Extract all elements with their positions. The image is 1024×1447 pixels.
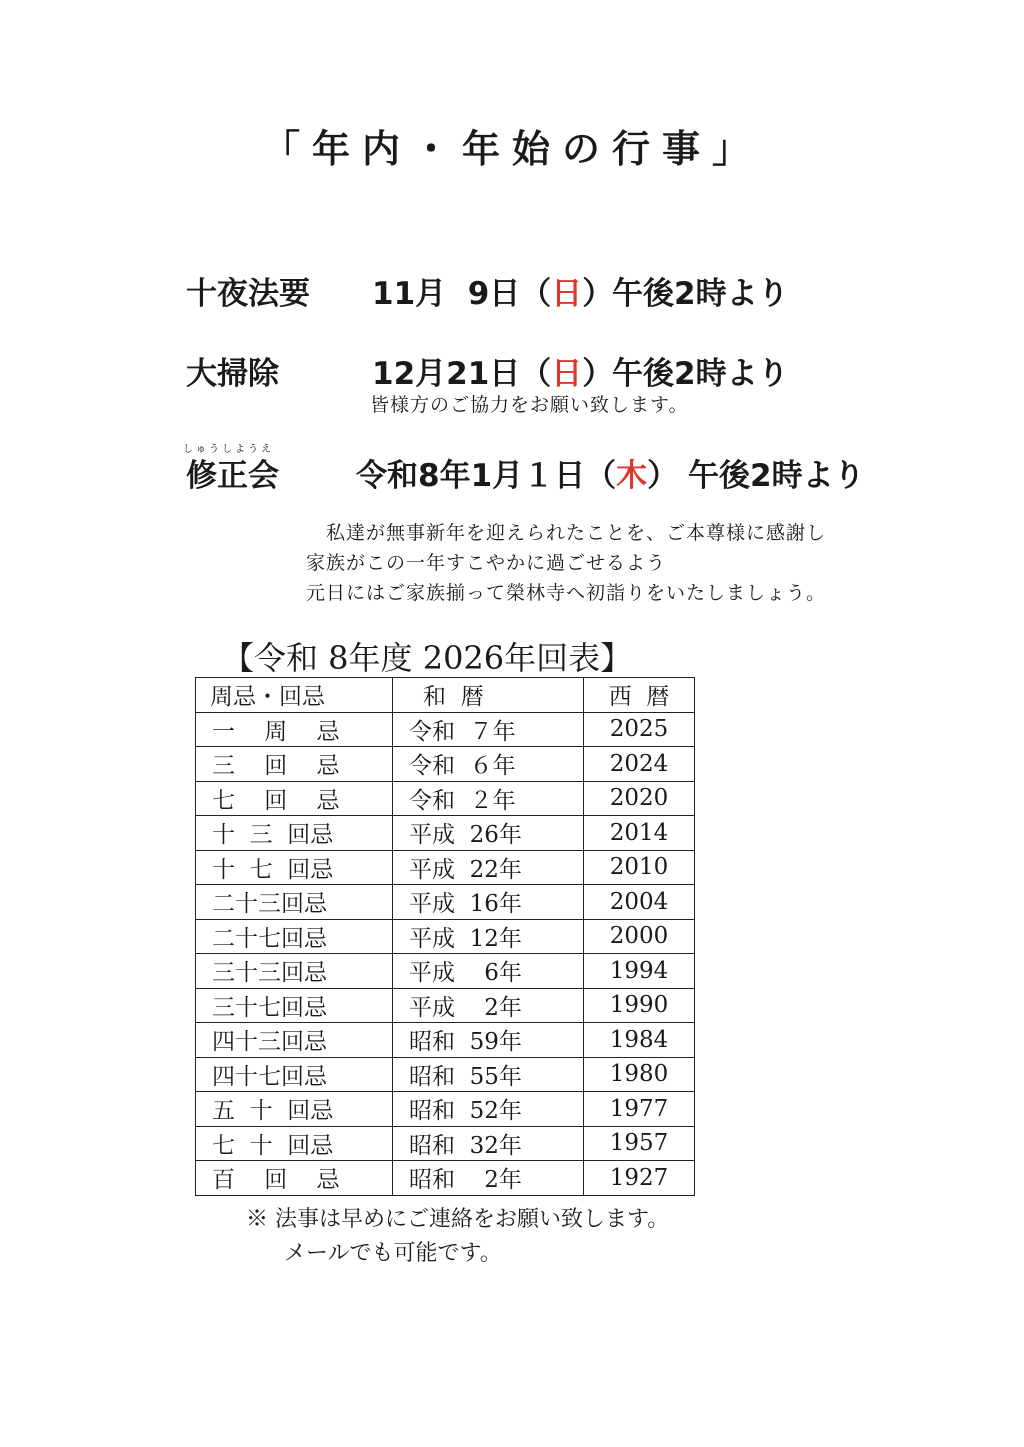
table-row — [196, 850, 695, 885]
event-date: 12月21日（日） — [372, 356, 614, 392]
cell-seireki: 1977 — [584, 1092, 695, 1127]
table-row — [196, 1092, 695, 1127]
cell-seireki: 2014 — [584, 816, 695, 851]
message-line-3: 元日にはご家族揃って榮林寺へ初詣りをいたしましょう。 — [306, 582, 827, 604]
cell-wareki: 平成 22年 — [393, 850, 584, 885]
table-row — [196, 988, 695, 1023]
cell-wareki: 平成 12年 — [393, 919, 584, 954]
event-time: 午後2時より — [612, 356, 789, 392]
cell-wareki: 令和 ２年 — [393, 781, 584, 816]
cell-seireki: 2024 — [584, 747, 695, 782]
footnote-line-2: メールでも可能です。 — [284, 1241, 502, 1266]
event-label: 大掃除 — [186, 356, 279, 392]
cell-kaiki: 二十七回忌 — [196, 919, 393, 954]
cell-kaiki: 三 回 忌 — [196, 747, 393, 782]
event-time: 午後2時より — [612, 276, 789, 312]
event-note: 皆様方のご協力をお願い致します。 — [370, 394, 689, 416]
table-row — [196, 1161, 695, 1196]
table-row — [196, 919, 695, 954]
column-header-seireki: 西 暦 — [584, 678, 695, 713]
day-of-week: 日 — [551, 356, 583, 392]
cell-kaiki: 三十七回忌 — [196, 988, 393, 1023]
cell-wareki: 令和 ６年 — [393, 747, 584, 782]
table-row — [196, 954, 695, 989]
message-line-2: 家族がこの一年すこやかに過ごせるよう — [306, 552, 667, 574]
day-of-week: 日 — [551, 276, 583, 312]
cell-kaiki: 十 七 回忌 — [196, 850, 393, 885]
cell-seireki: 2010 — [584, 850, 695, 885]
message-line-1: 私達が無事新年を迎えられたことを、ご本尊様に感謝し — [326, 522, 827, 544]
cell-kaiki: 十 三 回忌 — [196, 816, 393, 851]
table-row — [196, 816, 695, 851]
cell-kaiki: 三十三回忌 — [196, 954, 393, 989]
table-row — [196, 747, 695, 782]
cell-kaiki: 百 回 忌 — [196, 1161, 393, 1196]
cell-seireki: 2000 — [584, 919, 695, 954]
day-of-week: 木 — [616, 458, 648, 494]
table-row — [196, 781, 695, 816]
memorial-year-table — [195, 677, 695, 1196]
event-date: 令和8年1月１日（木） — [356, 458, 679, 494]
table-row — [196, 1126, 695, 1161]
table-row — [196, 1057, 695, 1092]
cell-kaiki: 一 周 忌 — [196, 712, 393, 747]
cell-seireki: 1984 — [584, 1023, 695, 1058]
cell-wareki: 昭和 52年 — [393, 1092, 584, 1127]
cell-seireki: 1990 — [584, 988, 695, 1023]
page-title: 「年内・年始の行事」 — [261, 126, 762, 171]
column-header-wareki: 和 暦 — [393, 678, 584, 713]
table-heading: 【令和 8年度 2026年回表】 — [222, 639, 633, 677]
cell-seireki: 1927 — [584, 1161, 695, 1196]
cell-wareki: 平成 16年 — [393, 885, 584, 920]
cell-wareki: 平成 6年 — [393, 954, 584, 989]
cell-kaiki: 七 十 回忌 — [196, 1126, 393, 1161]
event-time: 午後2時より — [688, 458, 865, 494]
cell-seireki: 2025 — [584, 712, 695, 747]
event-label: 修正会 — [186, 458, 279, 494]
cell-wareki: 昭和 32年 — [393, 1126, 584, 1161]
cell-seireki: 1994 — [584, 954, 695, 989]
table-row — [196, 1023, 695, 1058]
table-row — [196, 712, 695, 747]
cell-wareki: 平成 2年 — [393, 988, 584, 1023]
cell-wareki: 昭和 55年 — [393, 1057, 584, 1092]
cell-wareki: 昭和 59年 — [393, 1023, 584, 1058]
table-row — [196, 885, 695, 920]
cell-seireki: 2020 — [584, 781, 695, 816]
cell-kaiki: 四十三回忌 — [196, 1023, 393, 1058]
cell-seireki: 1980 — [584, 1057, 695, 1092]
cell-wareki: 昭和 2年 — [393, 1161, 584, 1196]
table-header-row — [196, 678, 695, 713]
footnote-line-1: ※ 法事は早めにご連絡をお願い致します。 — [246, 1207, 670, 1232]
event-label: 十夜法要 — [186, 276, 310, 312]
column-header-kaiki: 周忌・回忌 — [196, 678, 393, 713]
cell-seireki: 2004 — [584, 885, 695, 920]
event-date: 11月 9日（日） — [372, 276, 614, 312]
cell-kaiki: 七 回 忌 — [196, 781, 393, 816]
cell-kaiki: 二十三回忌 — [196, 885, 393, 920]
cell-kaiki: 四十七回忌 — [196, 1057, 393, 1092]
cell-wareki: 令和 ７年 — [393, 712, 584, 747]
cell-kaiki: 五 十 回忌 — [196, 1092, 393, 1127]
cell-wareki: 平成 26年 — [393, 816, 584, 851]
furigana-reading: しゅうしようえ — [183, 444, 274, 455]
cell-seireki: 1957 — [584, 1126, 695, 1161]
